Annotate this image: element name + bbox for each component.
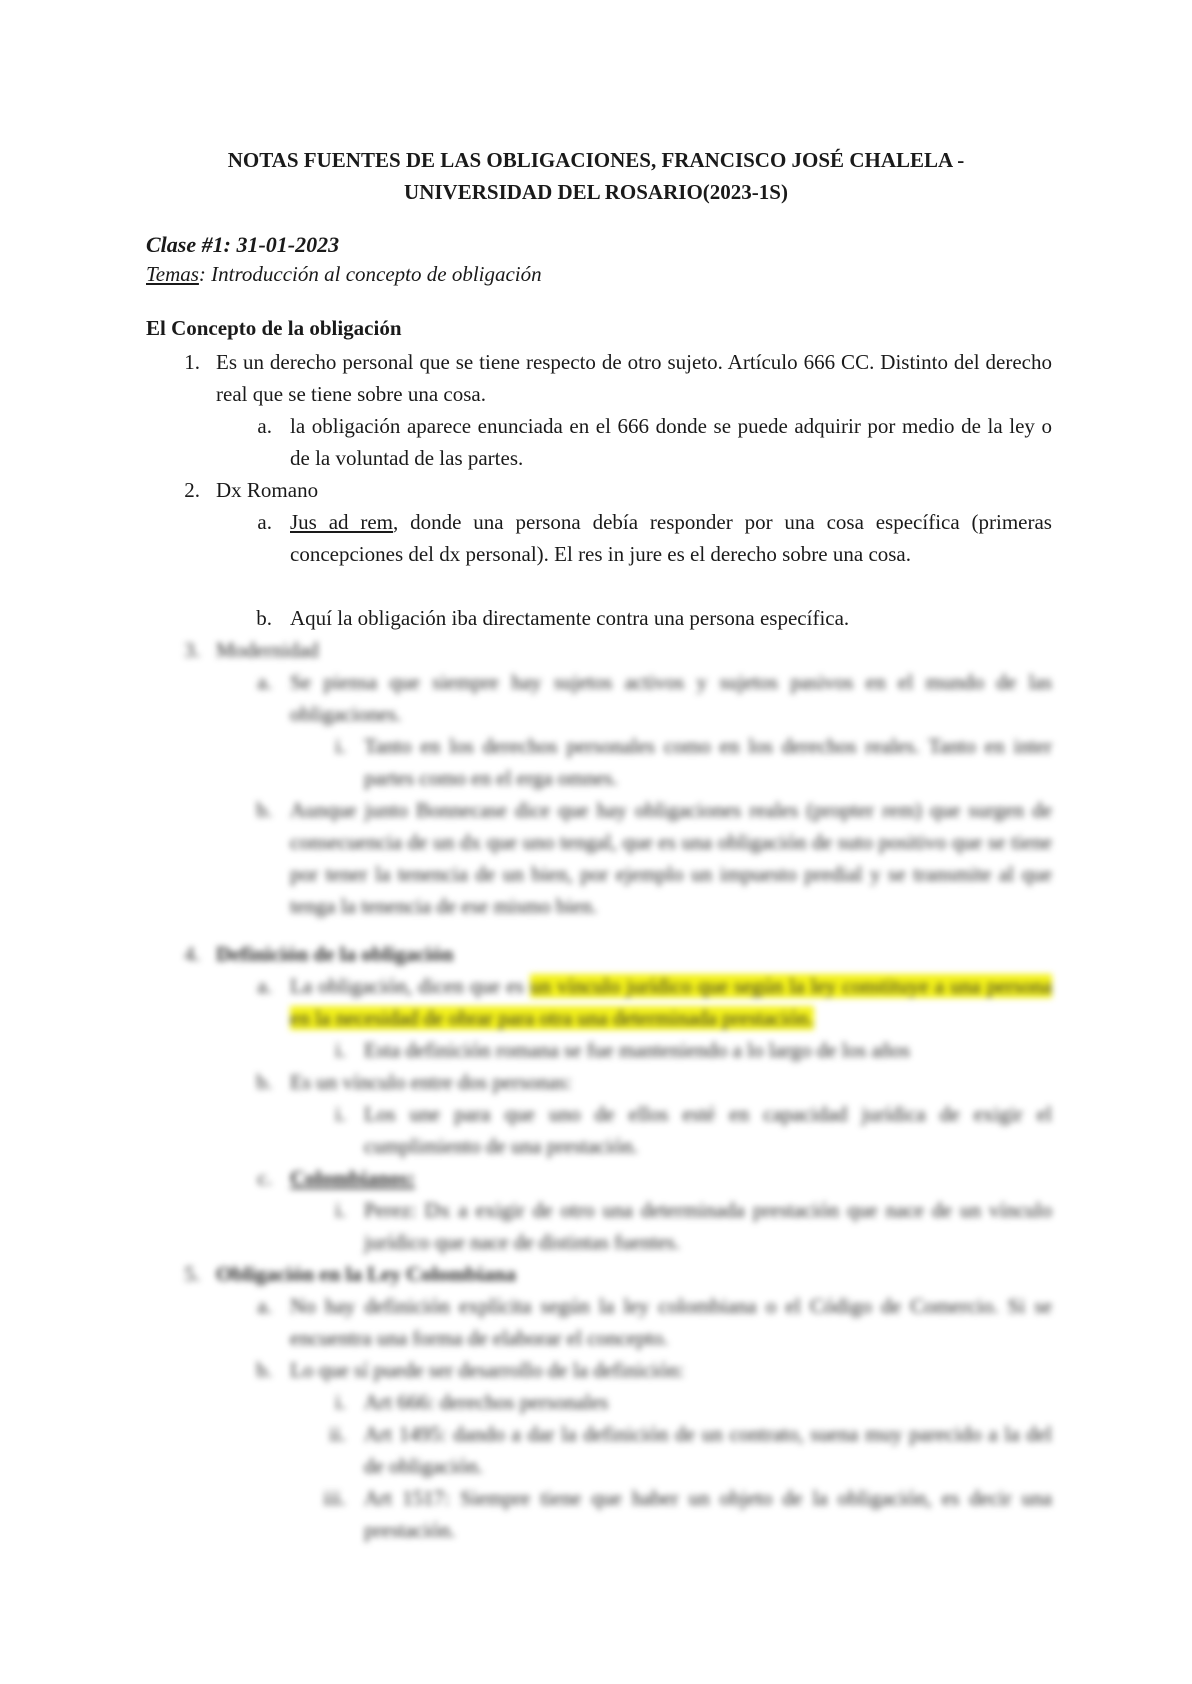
list-marker: i. xyxy=(334,1102,346,1126)
list-marker: i. xyxy=(334,1198,346,1222)
list-item: Aquí la obligación iba directamente contra una persona específica. xyxy=(290,606,850,630)
section-title: El Concepto de la obligación xyxy=(146,316,402,340)
list-item: Se piensa que siempre hay sujetos activos y sujetos pasivos en el mundo de las obligaciones. xyxy=(290,670,1052,726)
item-text: La obligación, dicen que es xyxy=(290,974,530,998)
list-item: Esta definición romana se fue manteniendo a lo largo de los años xyxy=(364,1038,911,1062)
list-item: Perez: Dx a exigir de otro una determinada prestación que nace de un vínculo jurídico que nace de distintas fuentes. xyxy=(364,1198,1052,1254)
list-item: No hay definición explícita según la ley colombiana o el Código de Comercio. Si se encuentra una forma de elaborar el concepto. xyxy=(290,1294,1052,1350)
list-item: Los une para que uno de ellos esté en capacidad jurídica de exigir el cumplimiento de una prestación. xyxy=(364,1102,1052,1158)
list-marker: c. xyxy=(257,1166,272,1190)
list-item: Tanto en los derechos personales como en los derechos reales. Tanto en inter partes como en el erga omnes. xyxy=(364,734,1052,790)
list-item: Colombianos: xyxy=(290,1166,415,1190)
list-marker: b. xyxy=(256,798,272,822)
list-item: Dx Romano xyxy=(216,478,319,502)
list-marker: a. xyxy=(257,974,272,998)
list-item: Lo que sí puede ser desarrollo de la definición: xyxy=(290,1358,685,1382)
list-marker: 4. xyxy=(184,942,200,966)
list-marker: i. xyxy=(334,1038,346,1062)
list-marker: 2. xyxy=(184,478,200,502)
list-marker: 5. xyxy=(184,1262,200,1286)
list-item xyxy=(290,970,1052,1034)
list-marker: a. xyxy=(257,1294,272,1318)
list-marker: a. xyxy=(257,670,272,694)
list-marker: 3. xyxy=(184,638,200,662)
topics-line xyxy=(146,262,542,287)
title-line-1: NOTAS FUENTES DE LAS OBLIGACIONES, FRANCISCO JOSÉ CHALELA - xyxy=(227,148,965,172)
list-item: Art 1517: Siempre tiene que haber un objeto de la obligación, es decir una prestación. xyxy=(364,1486,1052,1542)
list-marker: ii. xyxy=(329,1422,346,1446)
list-item: Modernidad xyxy=(216,638,319,662)
list-item: Art 1495: dando a dar la definición de un contrato, suena muy parecido a la del de obligación. xyxy=(364,1422,1052,1478)
highlighted-text: un vínculo jurídico que según la ley constituye a una persona en la necesidad de obrar para otra una determinada prestación. xyxy=(290,974,1052,1030)
list-marker: 1. xyxy=(184,350,200,374)
list-marker: b. xyxy=(256,606,272,630)
document-title xyxy=(120,144,1072,208)
list-marker: b. xyxy=(256,1358,272,1382)
term-underlined: Jus ad rem xyxy=(290,510,394,534)
item-text: , donde una persona debía responder por una cosa específica (primeras concepciones del dx personal). El res in jure es el derecho sobre una cosa. xyxy=(290,510,1052,566)
list-item: Aunque junto Bonnecase dice que hay obligaciones reales (propter rem) que surgen de consecuencia de un dx que uno tengal, que es una obligación de suto positivo que se tiene por tener la tenencia de un bien, por ejemplo un impuesto predial y se transmite al que tenga la tenencia de ese mismo bien. xyxy=(290,798,1052,918)
list-item xyxy=(290,506,1052,570)
topics-label: Temas xyxy=(146,262,199,286)
list-marker: a. xyxy=(257,510,272,534)
title-line-2: UNIVERSIDAD DEL ROSARIO(2023-1S) xyxy=(404,180,788,204)
list-item: la obligación aparece enunciada en el 666 donde se puede adquirir por medio de la ley o de la voluntad de las partes. xyxy=(290,414,1052,470)
list-marker: iii. xyxy=(323,1486,346,1510)
list-marker: a. xyxy=(257,414,272,438)
list-marker: i. xyxy=(334,734,346,758)
list-item: Art 666: derechos personales xyxy=(364,1390,609,1414)
topics-text: : Introducción al concepto de obligación xyxy=(198,262,542,286)
list-item: Es un vínculo entre dos personas: xyxy=(290,1070,572,1094)
list-marker: b. xyxy=(256,1070,272,1094)
list-marker: i. xyxy=(334,1390,346,1414)
list-item: Es un derecho personal que se tiene respecto de otro sujeto. Artículo 666 CC. Distinto del derecho real que se tiene sobre una cosa. xyxy=(216,350,1052,406)
list-item: Obligación en la Ley Colombiana xyxy=(216,1262,516,1286)
list-item: Definición de la obligación xyxy=(216,942,454,966)
class-heading: Clase #1: 31-01-2023 xyxy=(146,232,340,257)
